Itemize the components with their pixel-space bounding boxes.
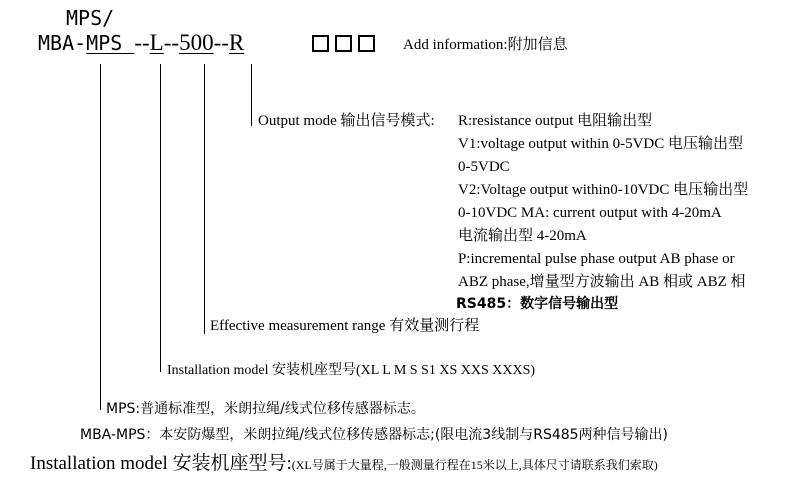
footer-main: Installation model 安装机座型号: [30, 453, 292, 474]
seg-mps: MPS [86, 31, 135, 55]
output-line: R:resistance output 电阻输出型 [458, 113, 653, 129]
sep: -- [163, 30, 180, 55]
range-label: Effective measurement range 有效量测行程 [210, 318, 480, 334]
seg-500: 500 [179, 30, 214, 55]
sep: -- [134, 30, 150, 55]
prefix: MBA- [38, 31, 87, 55]
output-line: P:incremental pulse phase output AB phase or [458, 251, 735, 267]
leader-line [100, 64, 101, 410]
seg-r: R [228, 30, 245, 55]
rs485-line: RS485：数字信号输出型 [456, 296, 619, 312]
box [358, 35, 375, 52]
mba-label: MBA-MPS：本安防爆型，米朗拉绳/线式位移传感器标志;(限电流3线制与RS485两种信号输出) [80, 427, 669, 443]
output-line: ABZ phase,增量型方波输出 AB 相或 ABZ 相 [458, 274, 746, 290]
seg-l: L [149, 30, 164, 55]
output-line: 0-5VDC [458, 159, 510, 175]
output-line: 电流输出型 4-20mA [458, 228, 587, 244]
sep: -- [213, 30, 229, 55]
footer-note: (XL号属于大量程,一般测量行程在15米以上,具体尺寸请联系我们索取) [291, 458, 658, 472]
add-info: Add information:附加信息 [403, 37, 568, 53]
output-line: 0-10VDC MA: current output with 4-20mA [458, 205, 722, 221]
box [312, 35, 329, 52]
output-line: V2:Voltage output within0-10VDC 电压输出型 [458, 182, 749, 198]
option-boxes [312, 35, 381, 56]
box [335, 35, 352, 52]
leader-line [160, 64, 161, 372]
output-mode-label: Output mode 输出信号模式: [258, 113, 435, 129]
leader-line [251, 64, 252, 126]
model-code [38, 31, 244, 54]
mps-label: MPS:普通标准型，米朗拉绳/线式位移传感器标志。 [106, 401, 425, 417]
install-label: Installation model 安装机座型号(XL L M S S1 XS XXS XXXS) [167, 363, 536, 378]
leader-line [204, 64, 205, 334]
header-line1: MPS/ [66, 6, 115, 30]
footer-install [30, 454, 658, 473]
output-line: V1:voltage output within 0-5VDC 电压输出型 [458, 136, 743, 152]
